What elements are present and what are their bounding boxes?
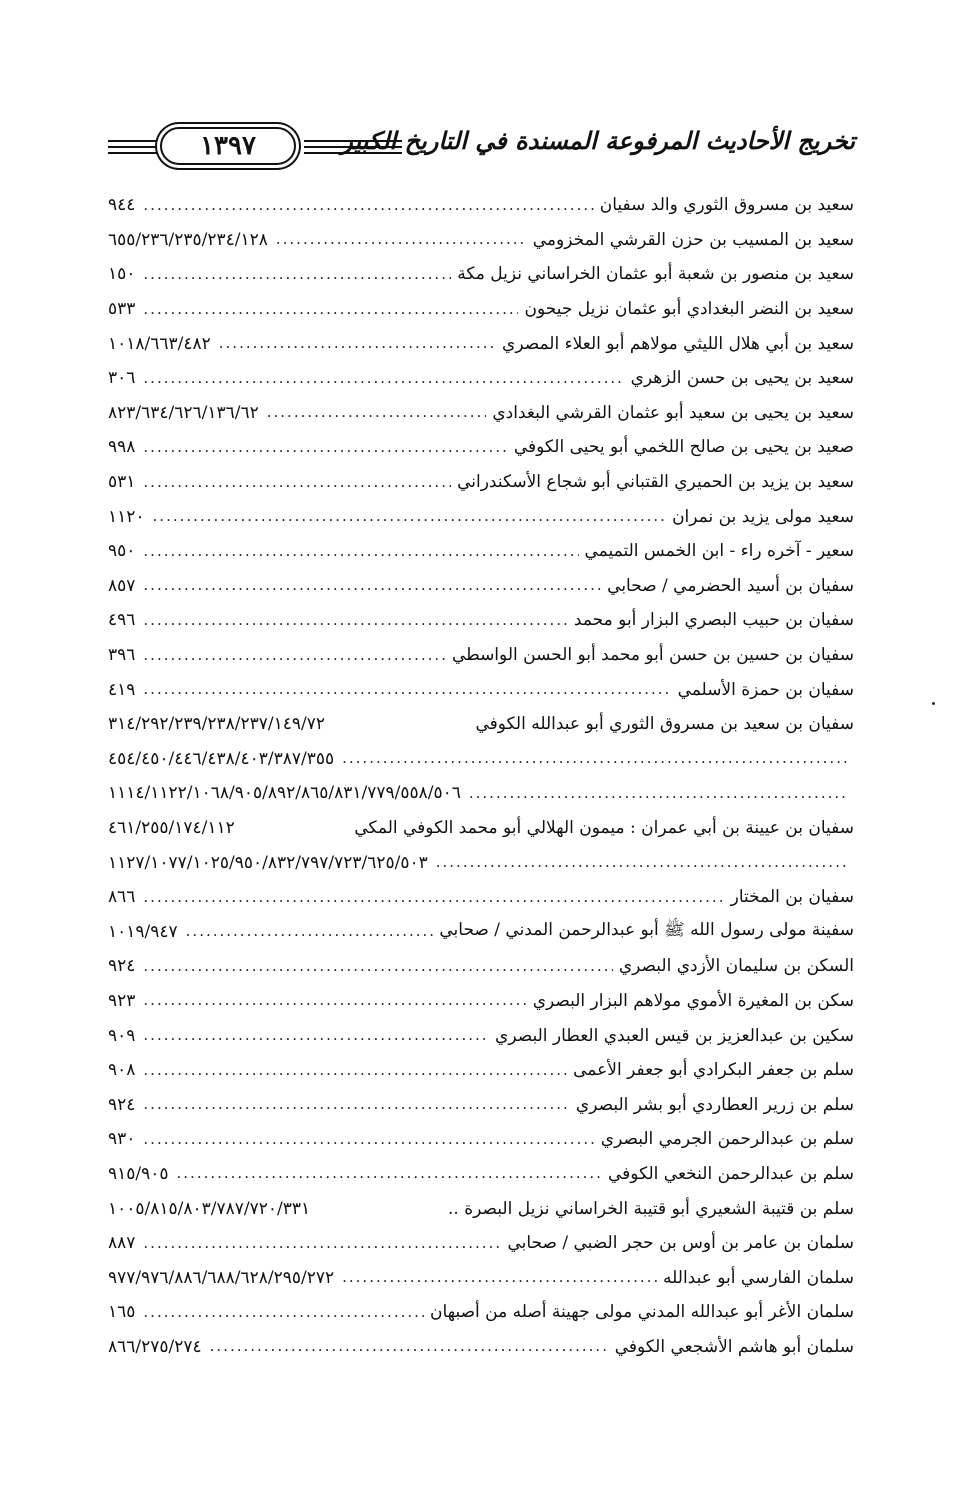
entry-references: ٨٥٧ [108,575,136,596]
entry-name: سعيد مولى يزيد بن نمران [672,506,854,527]
entry-name: سعيد بن يزيد بن الحميري القتباني أبو شجاع الأسكندراني [457,472,854,493]
book-title: تخريج الأحاديث المرفوعة المسندة في التاريخ الكبير [341,126,855,155]
index-entry [108,1260,854,1295]
index-entry [108,914,854,949]
dot-leader [143,959,612,974]
dot-leader [143,1132,594,1147]
entry-name: سعيد بن يحيى بن سعيد أبو عثمان القرشي البغدادي [492,402,854,423]
dot-leader [143,1063,567,1078]
index-entry [108,430,854,465]
dot-leader [143,993,526,1008]
entry-references: ٤٦١/٢٥٥/١٧٤/١١٢ [108,817,235,838]
index-entry [108,326,854,361]
dot-leader [143,198,593,213]
entry-references: ٩٠٨ [108,1060,136,1081]
entry-name: سعيد بن مسروق الثوري والد سفيان [599,195,854,216]
index-entry [108,1330,854,1365]
entry-name: سلم بن قتيبة الشعيري أبو قتيبة الخراساني نزيل البصرة .. [448,1198,854,1219]
index-entry [108,569,854,604]
entry-name: سلم بن جعفر البكرادي أبو جعفر الأعمى [573,1060,854,1081]
entry-references: ٩٢٤ [108,956,136,977]
entry-references: ٥٣٣ [108,299,136,320]
entry-name: سلمان بن عامر بن أوس بن حجر الضبي / صحابي [507,1233,854,1254]
entry-name: سلم بن زرير العطاردي أبو بشر البصري [575,1094,854,1115]
dot-leader [143,578,601,593]
dot-leader [143,440,507,455]
header-rule [108,152,164,154]
entry-references: ٩٢٤ [108,1094,136,1115]
entry-name: سفيان بن حبيب البصري البزار أبو محمد [573,610,854,631]
entry-references: ١٠١٨/٦٦٣/٤٨٢ [108,333,211,354]
dot-leader [469,786,848,801]
dot-leader [143,371,624,386]
index-entry [108,603,854,638]
header-rule [108,146,164,148]
entry-references: ٩٤٤ [108,195,136,216]
dot-leader [143,613,568,628]
entry-name: سفيان بن المختار [730,887,854,908]
entry-name: سلمان الفارسي أبو عبدالله [663,1267,854,1288]
entry-references: ١٥٠ [108,264,136,285]
entry-name: سفينة مولى رسول الله ﷺ أبو عبدالرحمن المدني / صحابي [439,920,854,941]
entry-name: سفيان بن حمزة الأسلمي [677,679,854,700]
index-entry [108,949,854,984]
index-entry-continuation [108,845,854,880]
index-entry [108,1053,854,1088]
entry-references: ٣٩٦ [108,645,136,666]
scan-speck [932,702,935,705]
entry-references: ١٦٥ [108,1302,136,1323]
entry-name: سفيان بن عيينة بن أبي عمران : ميمون الهلالي أبو محمد الكوفي المكي [354,817,854,838]
entry-references: ٩١٥/٩٠٥ [108,1163,169,1184]
dot-leader [143,1097,569,1112]
index-entry [108,396,854,431]
dot-leader [143,890,724,905]
index-entry [108,707,854,742]
entry-name: سعيد بن منصور بن شعبة أبو عثمان الخراساني نزيل مكة [457,264,854,285]
entry-references: ١١١٤/١١٢٢/١٠٦٨/٩٠٥/٨٩٢/٨٦٥/٨٣١/٧٧٩/٥٥٨/٥٠٦ [108,783,461,804]
entry-name: سفيان بن حسين بن حسن أبو محمد أبو الحسن الواسطي [451,645,854,666]
entry-references: ١٠٠٥/٨١٥/٨٠٣/٧٨٧/٧٢٠/٣٣١ [108,1198,311,1219]
index-entry [108,1191,854,1226]
index-entry [108,292,854,327]
entry-name: سعيد بن المسيب بن حزن القرشي المخزومي [532,229,854,250]
entry-name: سعيد بن النضر البغدادي أبو عثمان نزيل جيحون [524,299,854,320]
index-entry [108,361,854,396]
dot-leader [177,1166,603,1181]
dot-leader [342,751,848,766]
entry-name: السكن بن سليمان الأزدي البصري [618,956,854,977]
entry-name: سلم بن عبدالرحمن النخعي الكوفي [608,1163,854,1184]
entry-name: صعيد بن يحيى بن صالح اللخمي أبو يحيى الكوفي [513,437,854,458]
index-entry [108,1295,854,1330]
page-header [108,118,855,176]
index-entry [108,499,854,534]
entry-references: ٩٥٠ [108,541,136,562]
index-entry [108,672,854,707]
entry-references: ٩٧٧/٩٧٦/٨٨٦/٦٨٨/٦٢٨/٢٩٥/٢٧٢ [108,1267,335,1288]
dot-leader [436,855,848,870]
dot-leader [143,267,451,282]
entry-name: سعير - آخره راء - ابن الخمس التميمي [584,541,854,562]
entry-name: سلمان الأغر أبو عبدالله المدني مولى جهينة أصله من أصبهان [429,1302,854,1323]
dot-leader [143,302,518,317]
index-entry [108,1157,854,1192]
index-entry-continuation [108,776,854,811]
entry-name: سكن بن المغيرة الأموي مولاهم البزار البصري [532,990,854,1011]
dot-leader [153,509,667,524]
index-entry [108,880,854,915]
dot-leader [219,336,496,351]
entry-references: ٩٢٣ [108,990,136,1011]
entry-references: ١١٢٠ [108,506,145,527]
entry-references: ٣١٤/٢٩٢/٢٣٩/٢٣٨/٢٣٧/١٤٩/٧٢ [108,714,325,735]
index-entry [108,465,854,500]
dot-leader [342,1270,657,1285]
index-entry [108,1087,854,1122]
entry-references: ٤٥٤/٤٥٠/٤٤٦/٤٣٨/٤٠٣/٣٨٧/٣٥٥ [108,748,335,769]
index-entry [108,223,854,258]
entry-references: ٨٦٦ [108,887,136,908]
index-entry [108,534,854,569]
index-entry [108,811,854,846]
dot-leader [267,405,487,420]
page-number: ١٣٩٧ [160,127,296,165]
entry-name: سلم بن عبدالرحمن الجرمي البصري [600,1129,854,1150]
dot-leader [276,232,527,247]
dot-leader [143,682,671,697]
index-entry [108,1018,854,1053]
entry-references: ٣٠٦ [108,368,136,389]
entry-references: ٤٩٦ [108,610,136,631]
dot-leader [143,1305,424,1320]
entry-references: ٩٩٨ [108,437,136,458]
entry-references: ٨٦٦/٢٧٥/٢٧٤ [108,1336,202,1357]
index-entries [108,188,854,1364]
entry-references: ٩٠٩ [108,1025,136,1046]
entry-references: ٨٨٧ [108,1233,136,1254]
index-entry [108,1122,854,1157]
dot-leader [210,1339,609,1354]
entry-references: ٤١٩ [108,679,136,700]
entry-name: سعيد بن أبي هلال الليثي مولاهم أبو العلاء المصري [502,333,854,354]
entry-references: ١٠١٩/٩٤٧ [108,921,178,942]
entry-name: سفيان بن أسيد الحضرمي / صحابي [607,575,854,596]
index-entry [108,257,854,292]
dot-leader [143,1236,501,1251]
entry-name: سلمان أبو هاشم الأشجعي الكوفي [614,1336,854,1357]
entry-name: سعيد بن يحيى بن حسن الزهري [630,368,854,389]
index-entry [108,984,854,1019]
header-rule [108,140,164,142]
entry-references: ١١٢٧/١٠٧٧/١٠٢٥/٩٥٠/٨٣٢/٧٩٧/٧٢٣/٦٢٥/٥٠٣ [108,852,428,873]
index-entry [108,1226,854,1261]
entry-references: ٩٣٠ [108,1129,136,1150]
dot-leader [143,475,451,490]
entry-name: سكين بن عبدالعزيز بن قيس العبدي العطار البصري [495,1025,854,1046]
dot-leader [143,544,578,559]
entry-references: ٦٥٥/٢٣٦/٢٣٥/٢٣٤/١٢٨ [108,229,268,250]
entry-references: ٥٣١ [108,472,136,493]
entry-name: سفيان بن سعيد بن مسروق الثوري أبو عبدالله الكوفي [475,714,854,735]
dot-leader [186,924,434,939]
dot-leader [143,1028,489,1043]
index-entry [108,638,854,673]
dot-leader [143,648,446,663]
index-entry-continuation [108,742,854,777]
entry-references: ٨٢٣/٦٣٤/٦٢٦/١٣٦/٦٢ [108,402,259,423]
index-entry [108,188,854,223]
